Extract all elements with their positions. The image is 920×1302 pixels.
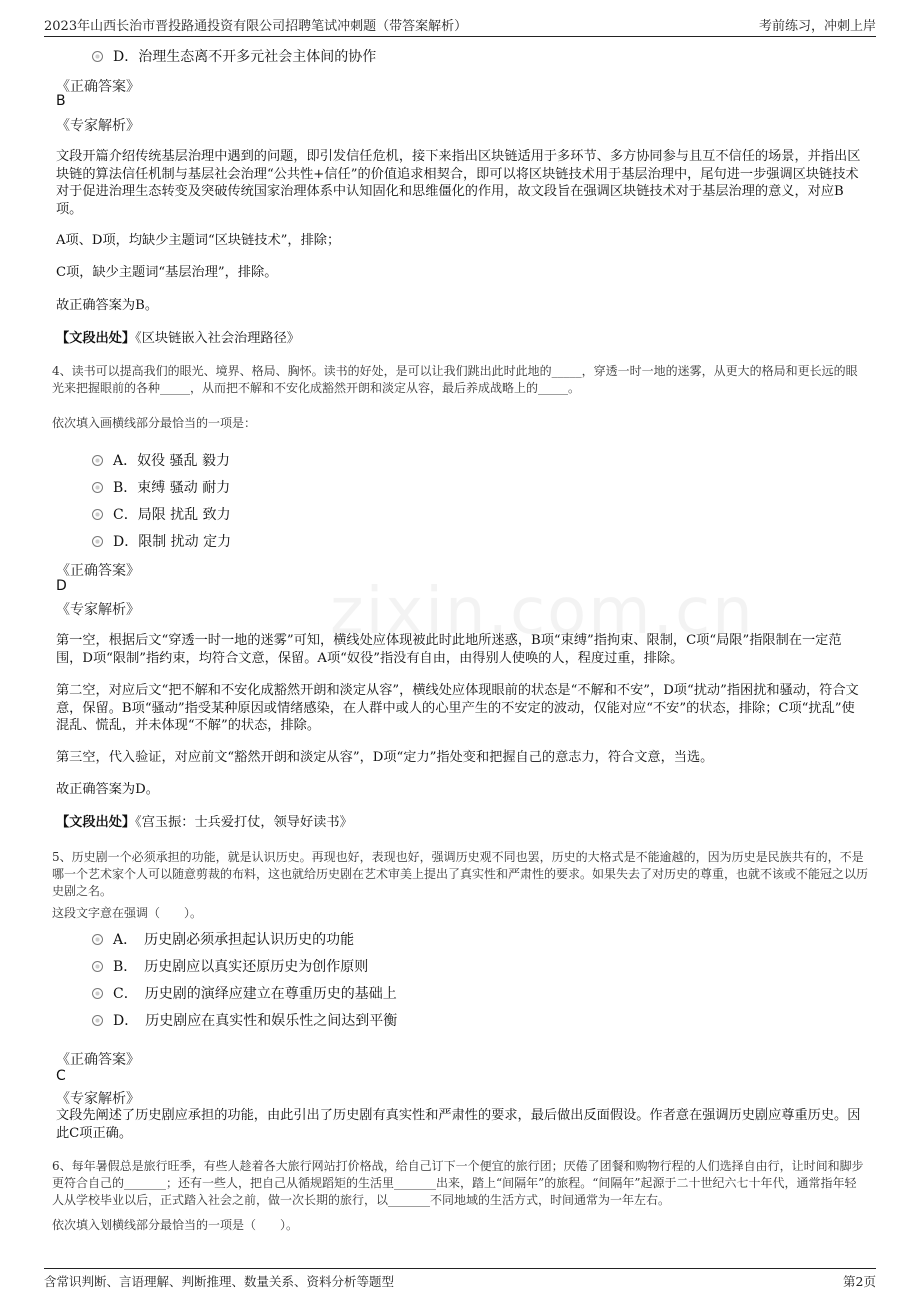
analysis-paragraph: C项，缺少主题词“基层治理”，排除。 [56,265,278,280]
option-label: A． 历史剧必须承担起认识历史的功能 [113,932,355,948]
radio-icon[interactable] [92,934,103,945]
radio-icon[interactable] [92,482,103,493]
correct-answer: C [56,1068,66,1084]
option-label: D．治理生态离不开多元社会主体间的协作 [113,49,377,65]
radio-icon[interactable] [92,509,103,520]
option-a[interactable] [92,450,230,470]
page-header [44,12,876,37]
radio-icon[interactable] [92,455,103,466]
radio-icon[interactable] [92,1015,103,1026]
answer-label: 《正确答案》 [56,79,140,95]
answer-label: 《正确答案》 [56,563,140,579]
document-title: 2023年山西长治市晋投路通投资有限公司招聘笔试冲刺题（带答案解析） [44,19,468,34]
source-title: 《宫玉振：士兵爱打仗，领导好读书》 [135,815,353,830]
option-label: C． 历史剧的演绎应建立在尊重历史的基础上 [113,986,397,1002]
analysis-paragraph: 故正确答案为D。 [56,782,159,797]
question-instruction: 依次填入画横线部分最恰当的一项是： [52,416,257,430]
source-line [56,814,864,832]
analysis-paragraph: 文段先阐述了历史剧应承担的功能，由此引出了历史剧有真实性和严肃性的要求，最后做出反面假设。作者意在强调历史剧应尊重历史。因此C项正确。 [56,1108,861,1141]
source-label: 【文段出处】 [56,815,136,830]
analysis-paragraph: 第三空，代入验证，对应前文“豁然开朗和淡定从容”，D项“定力”指处变和把握自己的意志力，符合文意，当选。 [56,750,714,765]
analysis-paragraph: 故正确答案为B。 [56,298,159,313]
question-stem: 6、每年暑假总是旅行旺季，有些人趁着各大旅行网站打价格战，给自己订下一个便宜的旅行团；厌倦了团餐和购物行程的人们选择自由行，让时间和脚步更符合自己的_______；还有一些人，把自己从循规蹈矩的生活里_______出来，踏上“间隔年”的旅程。“间隔年”起源于二十世纪六七十年代，通常指年轻人从学校毕业以后，正式踏入社会之前，做一次长期的旅行，以_______不同地域的生活方式，时间通常为一年左右。 [52,1159,864,1207]
option-label: D． 历史剧应在真实性和娱乐性之间达到平衡 [113,1013,398,1029]
correct-answer: D [56,578,67,594]
answer-label: 《正确答案》 [56,1052,140,1068]
option-label: D．限制 扰动 定力 [113,534,232,550]
question-stem: 4、读书可以提高我们的眼光、境界、格局、胸怀。读书的好处，是可以让我们跳出此时此地的_____，穿透一时一地的迷雾，从更大的格局和更长远的眼光来把握眼前的各种_____，从而把不解和不安化成豁然开朗和淡定从容，最后养成战略上的_____。 [52,364,858,395]
option-label: B． 历史剧应以真实还原历史为创作原则 [113,959,369,975]
option-label: A．奴役 骚乱 毅力 [113,453,231,469]
page-number: 第2页 [843,1274,876,1289]
radio-icon[interactable] [92,988,103,999]
analysis-label: 《专家解析》 [56,118,140,134]
radio-icon[interactable] [92,51,103,62]
question-instruction: 这段文字意在强调（ ）。 [52,906,203,920]
option-b[interactable] [92,956,368,976]
header-slogan: 考前练习，冲刺上岸 [758,19,876,34]
source-line [56,330,864,348]
page-footer [44,1268,876,1293]
option-b[interactable] [92,477,230,497]
option-a[interactable] [92,929,354,949]
option-c[interactable] [92,504,231,524]
radio-icon[interactable] [92,536,103,547]
question-instruction: 依次填入划横线部分最恰当的一项是（ ）。 [52,1218,299,1232]
analysis-label: 《专家解析》 [56,1091,140,1107]
analysis-paragraph: A项、D项，均缺少主题词“区块链技术”，排除； [56,233,341,248]
source-title: 《区块链嵌入社会治理路径》 [135,331,300,346]
analysis-paragraph: 第一空，根据后文“穿透一时一地的迷雾”可知，横线处应体现被此时此地所迷惑，B项“束缚”指拘束、限制，C项“局限”指限制在一定范围，D项“限制”指约束，均符合文意，保留。A项“奴役”指没有自由，由得别人使唤的人，程度过重，排除。 [56,633,842,666]
analysis-label: 《专家解析》 [56,602,140,618]
correct-answer: B [56,93,66,109]
source-label: 【文段出处】 [56,331,136,346]
option-d[interactable] [92,1010,397,1030]
option-c[interactable] [92,983,397,1003]
analysis-paragraph: 第二空，对应后文“把不解和不安化成豁然开朗和淡定从容”，横线处应体现眼前的状态是“不解和不安”，D项“扰动”指困扰和骚动，符合文意，保留。B项“骚动”指受某种原因或情绪感染，在人群中或人的心里产生的不安定的波动，仅能对应“不安”的状态，排除；C项“扰乱”使混乱、慌乱，并未体现“不解”的状态，排除。 [56,683,859,733]
question-stem: 5、历史剧一个必须承担的功能，就是认识历史。再现也好，表现也好，强调历史观不同也罢，历史的大格式是不能逾越的，因为历史是民族共有的，不是哪一个艺术家个人可以随意剪裁的布料，这也就给历史剧在艺术审美上提出了真实性和严肃性的要求。如果失去了对历史的尊重，也就不该或不能冠之以历史剧之名。 [52,850,869,898]
footer-note: 含常识判断、言语理解、判断推理、数量关系、资料分析等题型 [44,1274,395,1289]
option-label: C．局限 扰乱 致力 [113,507,231,523]
radio-icon[interactable] [92,961,103,972]
option-d[interactable] [92,531,231,551]
option-d[interactable] [92,46,376,66]
option-label: B．束缚 骚动 耐力 [113,480,231,496]
analysis-paragraph: 文段开篇介绍传统基层治理中遇到的问题，即引发信任危机，接下来指出区块链适用于多环节、多方协同参与且互不信任的场景，并指出区块链的算法信任机制与基层社会治理“公共性+信任”的价值追求相契合，即可以将区块链技术用于基层治理中，尾句进一步强调区块链技术对于促进治理生态转变及突破传统国家治理体系中认知固化和思维僵化的作用，故文段旨在强调区块链技术对于基层治理的意义，对应B项。 [56,149,861,217]
